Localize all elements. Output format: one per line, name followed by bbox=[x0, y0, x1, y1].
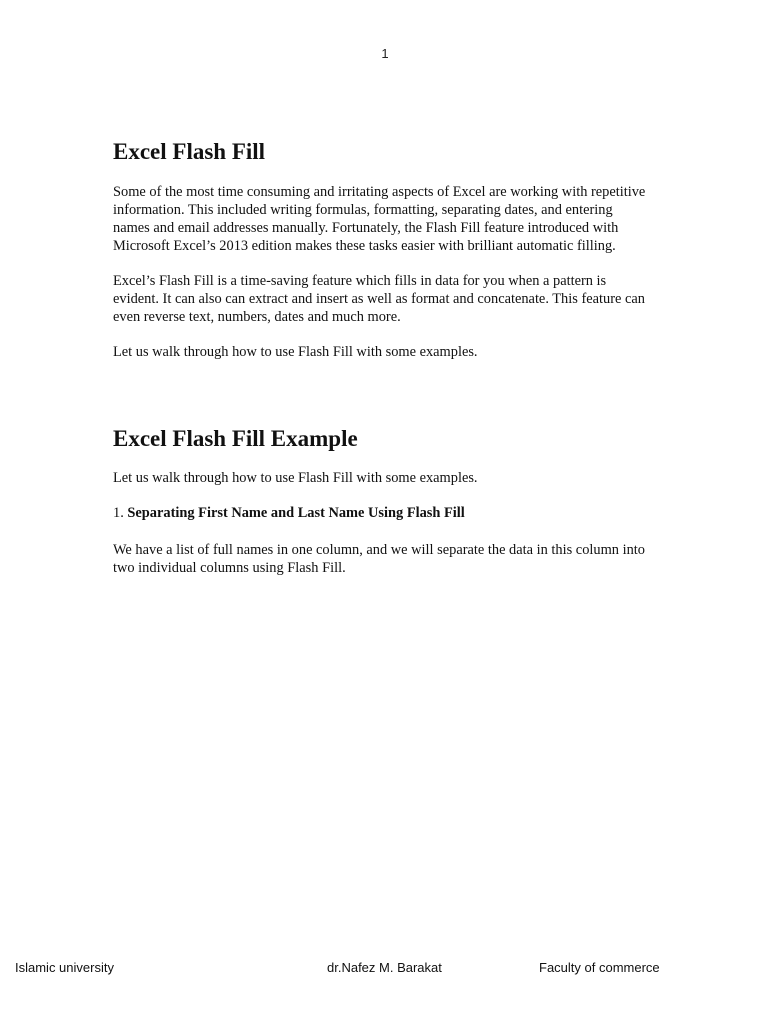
section-title-excel-flash-fill: Excel Flash Fill bbox=[113, 139, 266, 164]
section-title-flash-fill-example: Excel Flash Fill Example bbox=[113, 426, 358, 451]
document-body bbox=[113, 138, 653, 594]
example-body-paragraph: We have a list of full names in one column, and we will separate the data in this column into two individual columns using Flash Fill. bbox=[113, 542, 645, 576]
footer-university: Islamic university bbox=[15, 960, 114, 975]
page-footer bbox=[0, 960, 770, 980]
intro-paragraph: Some of the most time consuming and irritating aspects of Excel are working with repetitive information. This included writing formulas, formatting, separating dates, and entering names and email addresses manually. Fortunately, the Flash Fill feature introduced with Microsoft Excel’s 2013 edition makes these tasks easier with brilliant automatic filling. bbox=[113, 184, 646, 254]
example-intro-paragraph: Let us walk through how to use Flash Fill with some examples. bbox=[113, 470, 478, 486]
walkthrough-paragraph: Let us walk through how to use Flash Fill with some examples. bbox=[113, 344, 478, 360]
section-spacer bbox=[113, 378, 653, 425]
footer-faculty: Faculty of commerce bbox=[539, 960, 660, 975]
subheading-number: 1. bbox=[113, 505, 124, 521]
numbered-subheading bbox=[113, 504, 653, 522]
page-number: 1 bbox=[381, 46, 389, 61]
feature-paragraph: Excel’s Flash Fill is a time-saving feature which fills in data for you when a pattern is evident. It can also can extract and insert as well as format and concatenate. This feature can even reverse text, numbers, dates and much more. bbox=[113, 273, 645, 325]
subheading-title: Separating First Name and Last Name Using Flash Fill bbox=[127, 505, 465, 521]
footer-author: dr.Nafez M. Barakat bbox=[327, 960, 442, 975]
